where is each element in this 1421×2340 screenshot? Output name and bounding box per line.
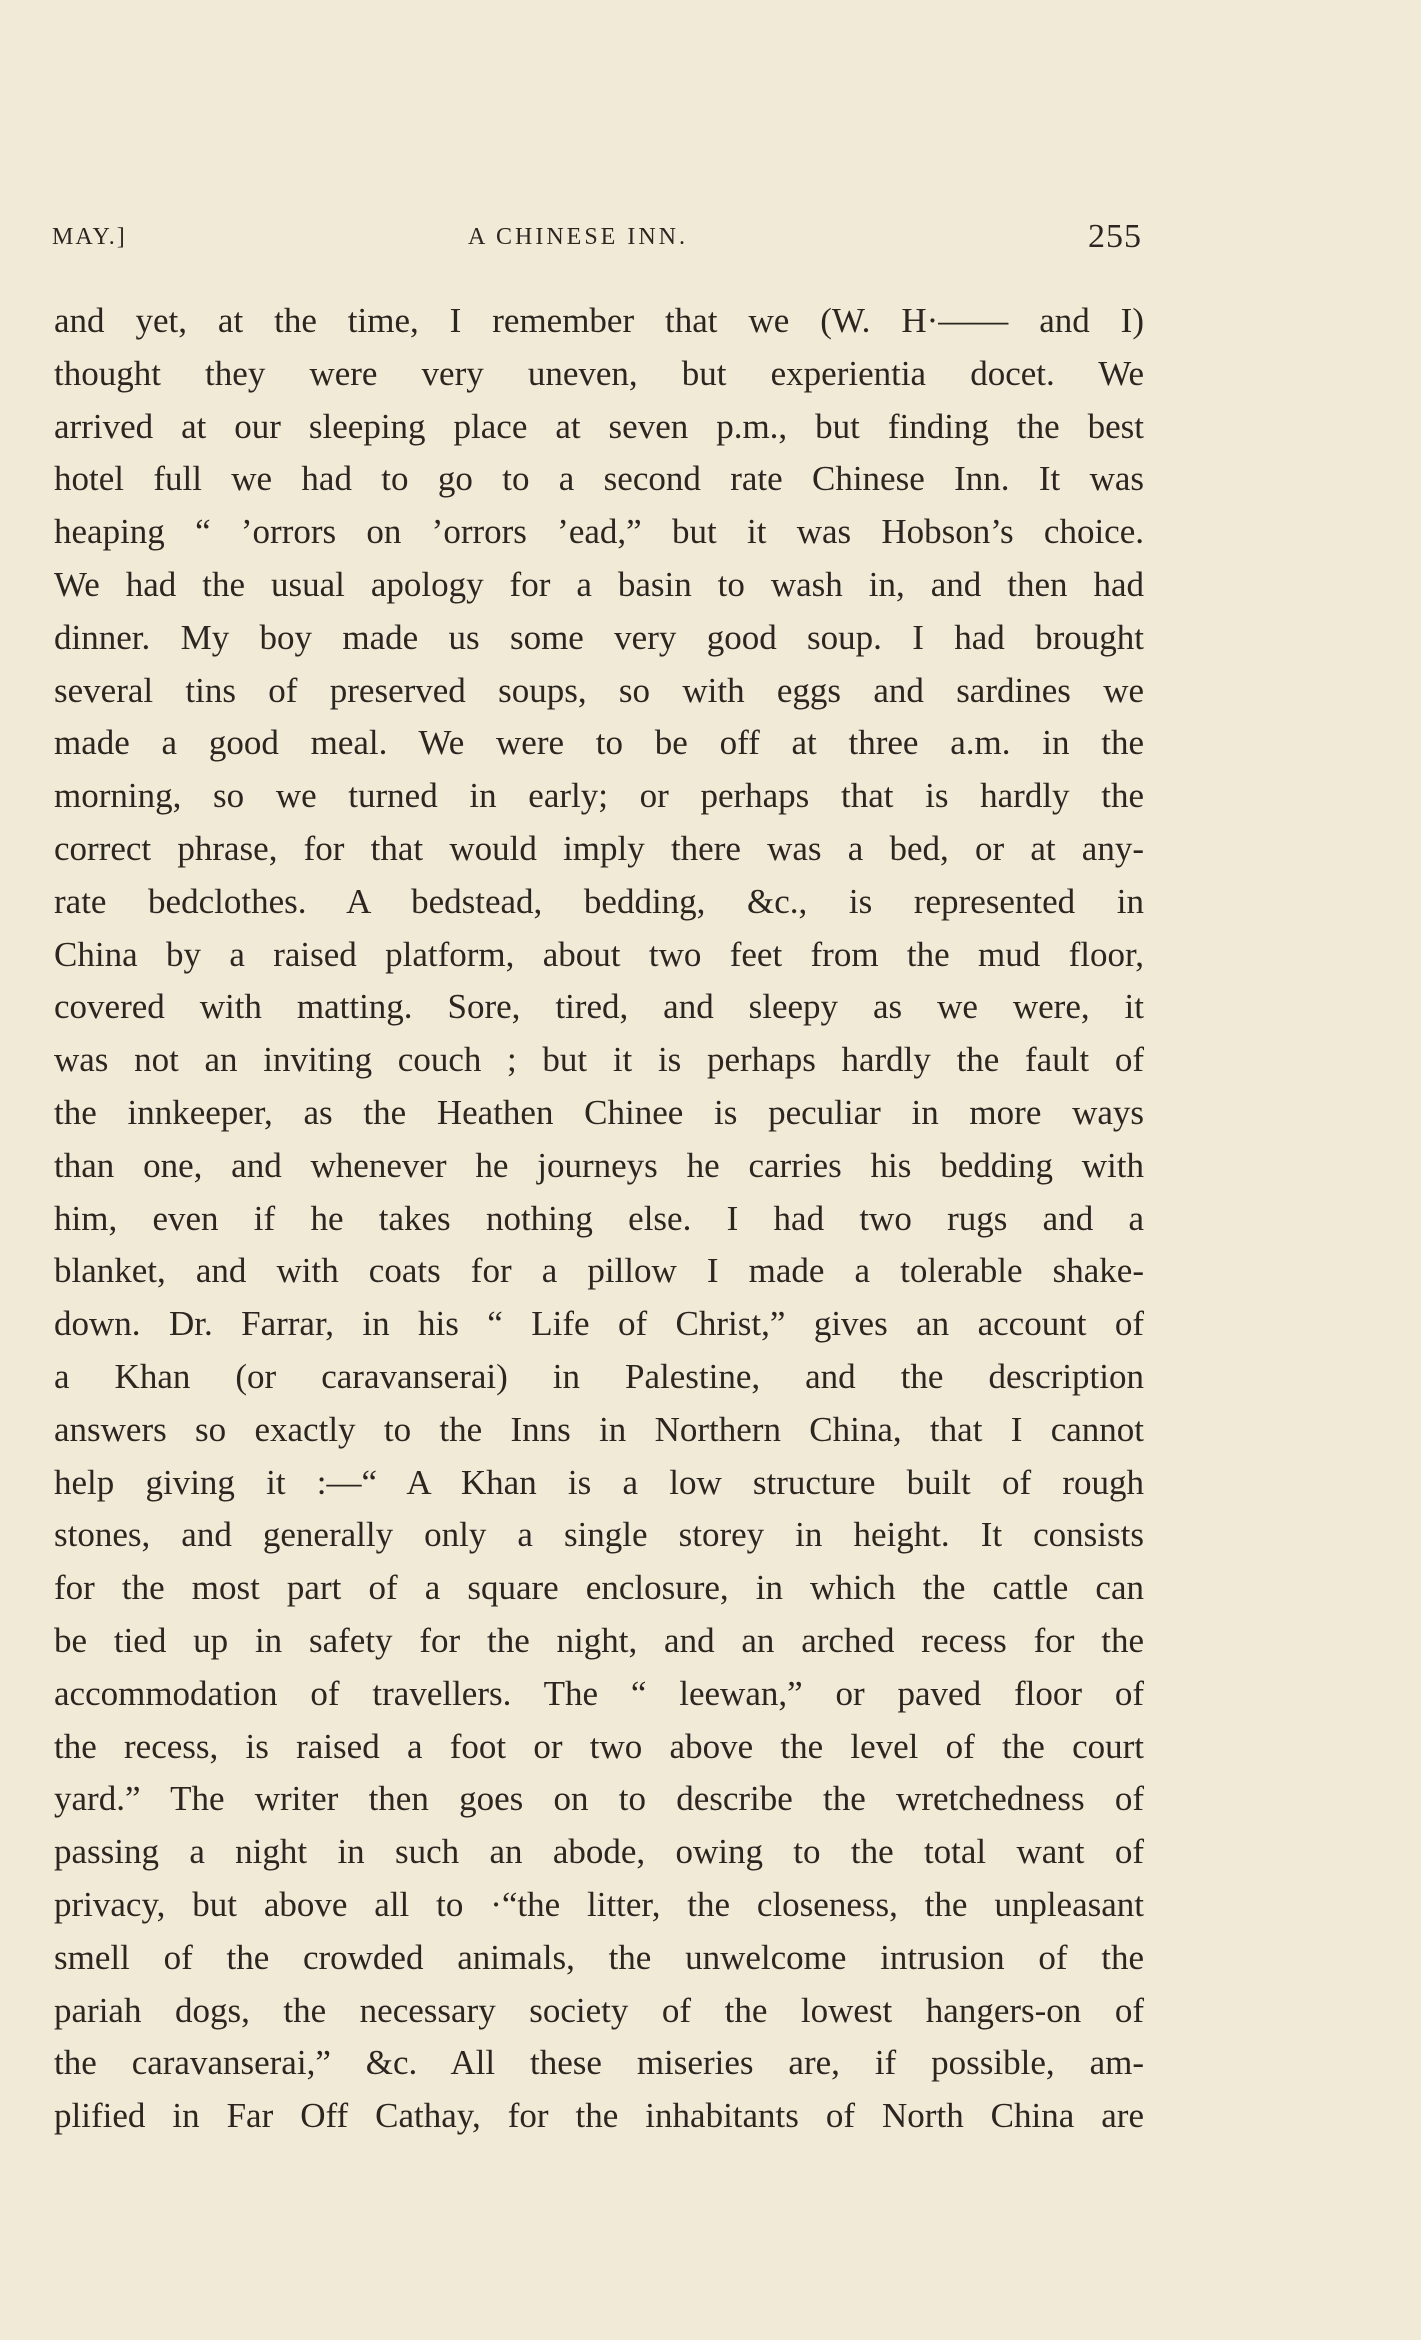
text-line: rate bedclothes. A bedstead, bedding, &c., is represented in: [54, 881, 1144, 921]
text-line: plified in Far Off Cathay, for the inhabitants of North China are: [54, 2096, 1144, 2136]
text-line: made a good meal. We were to be off at three a.m. in the: [54, 723, 1144, 763]
text-line: China by a raised platform, about two feet from the mud floor,: [54, 934, 1144, 974]
page-number: 255: [1088, 218, 1142, 255]
text-line: pariah dogs, the necessary society of the lowest hangers-on of: [54, 1990, 1144, 2030]
text-line: covered with matting. Sore, tired, and sleepy as we were, it: [54, 987, 1144, 1027]
running-header: [52, 218, 1142, 258]
text-line: accommodation of travellers. The “ leewan,” or paved floor of: [54, 1673, 1144, 1713]
text-line: answers so exactly to the Inns in Northern China, that I cannot: [54, 1409, 1144, 1449]
text-line: heaping “ ’orrors on ’orrors ’ead,” but it was Hobson’s choice.: [54, 512, 1144, 552]
text-line: the caravanserai,” &c. All these miseries are, if possible, am-: [54, 2043, 1144, 2083]
text-line: privacy, but above all to ·“the litter, the closeness, the unpleasant: [54, 1884, 1144, 1924]
text-line: him, even if he takes nothing else. I had two rugs and a: [54, 1198, 1144, 1238]
text-line: than one, and whenever he journeys he carries his bedding with: [54, 1145, 1144, 1185]
body-text: [54, 295, 1144, 2143]
text-line: a Khan (or caravanserai) in Palestine, and the description: [54, 1356, 1144, 1396]
text-line: thought they were very uneven, but experientia docet. We: [54, 353, 1144, 393]
header-chapter-title: A CHINESE INN.: [468, 224, 688, 250]
header-month: MAY.]: [52, 224, 127, 250]
text-line: smell of the crowded animals, the unwelcome intrusion of the: [54, 1937, 1144, 1977]
text-line: hotel full we had to go to a second rate Chinese Inn. It was: [54, 459, 1144, 499]
text-line: passing a night in such an abode, owing to the total want of: [54, 1832, 1144, 1872]
text-line: stones, and generally only a single storey in height. It consists: [54, 1515, 1144, 1555]
text-line: was not an inviting couch ; but it is perhaps hardly the fault of: [54, 1040, 1144, 1080]
text-line: for the most part of a square enclosure, in which the cattle can: [54, 1568, 1144, 1608]
text-line: blanket, and with coats for a pillow I made a tolerable shake-: [54, 1251, 1144, 1291]
text-line: and yet, at the time, I remember that we (W. H·—— and I): [54, 301, 1144, 340]
text-line: down. Dr. Farrar, in his “ Life of Christ,” gives an account of: [54, 1304, 1144, 1344]
text-line: the innkeeper, as the Heathen Chinee is peculiar in more ways: [54, 1092, 1144, 1132]
text-line: dinner. My boy made us some very good soup. I had brought: [54, 617, 1144, 657]
text-line: several tins of preserved soups, so with eggs and sardines we: [54, 670, 1144, 710]
text-line: We had the usual apology for a basin to wash in, and then had: [54, 564, 1144, 604]
text-line: be tied up in safety for the night, and an arched recess for the: [54, 1620, 1144, 1660]
text-line: help giving it :—“ A Khan is a low structure built of rough: [54, 1462, 1144, 1502]
text-line: yard.” The writer then goes on to describe the wretchedness of: [54, 1779, 1144, 1819]
text-line: morning, so we turned in early; or perhaps that is hardly the: [54, 776, 1144, 816]
text-line: the recess, is raised a foot or two above the level of the court: [54, 1726, 1144, 1766]
text-line: correct phrase, for that would imply there was a bed, or at any-: [54, 828, 1144, 868]
text-line: arrived at our sleeping place at seven p.m., but finding the best: [54, 406, 1144, 446]
